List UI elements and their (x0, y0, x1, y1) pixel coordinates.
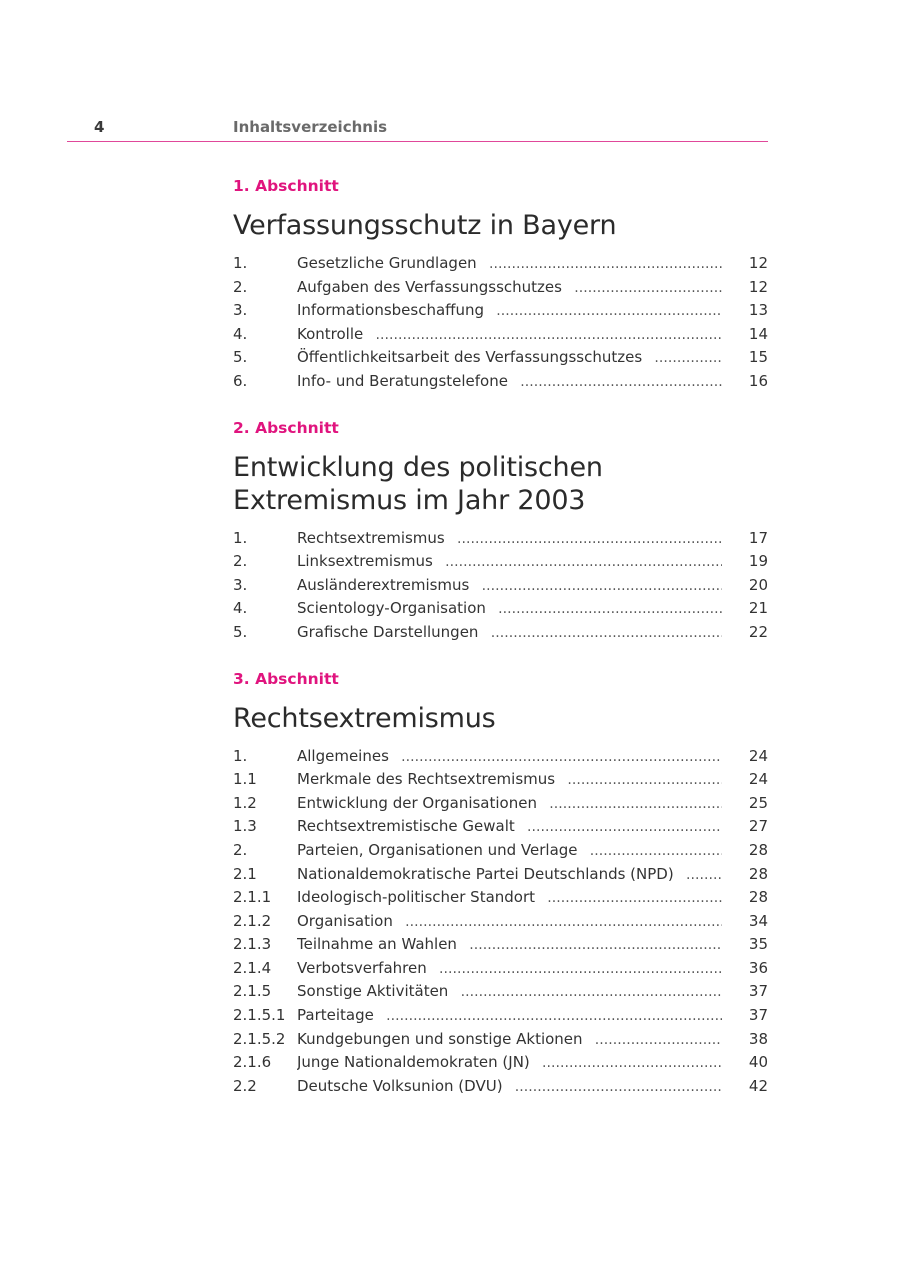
toc-entry-number: 2. (233, 840, 248, 859)
toc-entry-number: 2.2 (233, 1076, 257, 1095)
toc-entry-number: 2.1.4 (233, 958, 272, 977)
toc-entry-page: 24 (748, 770, 768, 789)
toc-entry-page: 34 (748, 911, 768, 930)
toc-entry-page: 37 (748, 1006, 768, 1025)
toc-entry-page: 20 (748, 575, 768, 594)
toc-dot-leader (297, 910, 722, 935)
toc-entry-title: Informationsbeschaffung (297, 301, 494, 319)
toc-entry[interactable] (233, 910, 768, 934)
toc-entry-page: 16 (748, 371, 768, 390)
toc-dot-leader (297, 370, 722, 395)
toc-entry-page: 21 (748, 599, 768, 618)
toc-entry-title: Allgemeines (297, 747, 399, 765)
toc-entry-title: Ideologisch-politischer Standort (297, 888, 545, 906)
toc-entry[interactable] (233, 1004, 768, 1028)
toc-entry-page: 22 (748, 622, 768, 641)
toc-entry-page: 25 (748, 793, 768, 812)
toc-entry-page: 28 (748, 864, 768, 883)
toc-dot-leader (297, 980, 722, 1005)
toc-entry-number: 1. (233, 528, 248, 547)
toc-entry-number: 2.1.6 (233, 1053, 272, 1072)
toc-entry[interactable] (233, 346, 768, 370)
toc-entry-title: Deutsche Volksunion (DVU) (297, 1077, 513, 1095)
toc-entry-page: 14 (748, 324, 768, 343)
section-label: 2. Abschnitt (233, 418, 339, 437)
toc-dot-leader (297, 886, 722, 911)
toc-entry-number: 5. (233, 622, 248, 641)
toc-entry-page: 13 (748, 301, 768, 320)
toc-dot-leader (297, 323, 722, 348)
toc-entry-number: 3. (233, 575, 248, 594)
toc-entry-title: Gesetzliche Grundlagen (297, 254, 487, 272)
toc-entry-number: 4. (233, 599, 248, 618)
toc-entry-page: 36 (748, 958, 768, 977)
toc-entry-page: 28 (748, 888, 768, 907)
toc-entry-title: Teilnahme an Wahlen (297, 935, 467, 953)
toc-entry-number: 2. (233, 277, 248, 296)
toc-entry-page: 15 (748, 348, 768, 367)
toc-entry[interactable] (233, 957, 768, 981)
toc-entry[interactable] (233, 768, 768, 792)
toc-entry-page: 40 (748, 1053, 768, 1072)
toc-section (233, 669, 768, 1099)
toc-entry-number: 1.3 (233, 817, 257, 836)
toc-entry[interactable] (233, 1051, 768, 1075)
toc-entry-number: 1.2 (233, 793, 257, 812)
toc-dot-leader (297, 933, 722, 958)
toc-entry-list (233, 527, 768, 645)
toc-entry[interactable] (233, 933, 768, 957)
toc-entry[interactable] (233, 323, 768, 347)
toc-entry-page: 27 (748, 817, 768, 836)
toc-entry[interactable] (233, 815, 768, 839)
toc-entry-title: Verbotsverfahren (297, 959, 437, 977)
toc-entry[interactable] (233, 574, 768, 598)
section-label: 1. Abschnitt (233, 177, 339, 195)
toc-entry-title: Parteien, Organisationen und Verlage (297, 841, 588, 859)
toc-entry-number: 2.1.2 (233, 911, 272, 930)
toc-entry-number: 2.1.5 (233, 982, 272, 1001)
toc-entry-title: Merkmale des Rechtsextremismus (297, 770, 565, 788)
toc-dot-leader (297, 1028, 722, 1053)
toc-entry[interactable] (233, 621, 768, 645)
toc-entry-number: 3. (233, 301, 248, 320)
toc-entry-page: 37 (748, 982, 768, 1001)
toc-entry-page: 17 (748, 528, 768, 547)
toc-entry[interactable] (233, 252, 768, 276)
toc-dot-leader (297, 527, 722, 552)
toc-dot-leader (297, 1075, 722, 1100)
toc-entry-title: Kundgebungen und sonstige Aktionen (297, 1030, 593, 1048)
toc-entry[interactable] (233, 1028, 768, 1052)
toc-entry-number: 2.1 (233, 864, 257, 883)
toc-entry-title: Info- und Beratungstelefone (297, 372, 518, 390)
toc-entry[interactable] (233, 276, 768, 300)
toc-entry-title: Grafische Darstellungen (297, 623, 488, 641)
toc-dot-leader (297, 252, 722, 277)
toc-entry[interactable] (233, 886, 768, 910)
toc-entry-title: Ausländerextremismus (297, 576, 479, 594)
toc-dot-leader (297, 574, 722, 599)
toc-entry-page: 42 (748, 1076, 768, 1095)
toc-dot-leader (297, 863, 722, 888)
header-rule (67, 141, 768, 142)
toc-entry-title: Linksextremismus (297, 552, 443, 570)
toc-entry-page: 28 (748, 840, 768, 859)
toc-dot-leader (297, 597, 722, 622)
toc-entry-title: Scientology-Organisation (297, 599, 496, 617)
toc-entry-title: Kontrolle (297, 325, 373, 343)
toc-entry-title: Rechtsextremismus (297, 529, 455, 547)
section-label: 3. Abschnitt (233, 669, 339, 688)
toc-entry[interactable] (233, 745, 768, 769)
toc-entry[interactable] (233, 839, 768, 863)
toc-entry-page: 12 (748, 254, 768, 272)
section-heading: Verfassungsschutz in Bayern (233, 210, 617, 241)
toc-dot-leader (297, 299, 722, 324)
toc-dot-leader (297, 815, 722, 840)
toc-entry-number: 1.1 (233, 770, 257, 789)
toc-entry-title: Rechtsextremistische Gewalt (297, 817, 525, 835)
toc-entry-title: Entwicklung der Organisationen (297, 794, 547, 812)
toc-entry-number: 2.1.1 (233, 888, 272, 907)
toc-dot-leader (297, 768, 722, 793)
toc-dot-leader (297, 621, 722, 646)
toc-entry[interactable] (233, 792, 768, 816)
toc-entry[interactable] (233, 550, 768, 574)
toc-entry-number: 2.1.3 (233, 935, 272, 954)
toc-dot-leader (297, 346, 722, 371)
toc-entry-page: 24 (748, 746, 768, 765)
page-number: 4 (94, 118, 105, 136)
toc-entry-title: Organisation (297, 912, 403, 930)
toc-entry[interactable] (233, 527, 768, 551)
toc-entry[interactable] (233, 1075, 768, 1099)
toc-entry[interactable] (233, 597, 768, 621)
toc-dot-leader (297, 792, 722, 817)
toc-dot-leader (297, 839, 722, 864)
toc-entry-number: 2.1.5.2 (233, 1029, 286, 1048)
toc-dot-leader (297, 550, 722, 575)
toc-entry-page: 12 (748, 277, 768, 296)
toc-entry-number: 4. (233, 324, 248, 343)
toc-entry-number: 2. (233, 552, 248, 571)
toc-entry[interactable] (233, 980, 768, 1004)
toc-dot-leader (297, 1051, 722, 1076)
toc-entry-title: Parteitage (297, 1006, 384, 1024)
toc-entry-number: 2.1.5.1 (233, 1006, 286, 1025)
toc-dot-leader (297, 745, 722, 770)
table-of-contents (233, 176, 768, 1098)
toc-entry-page: 38 (748, 1029, 768, 1048)
toc-section (233, 176, 768, 394)
toc-dot-leader (297, 957, 722, 982)
running-header-title: Inhaltsverzeichnis (233, 118, 388, 136)
toc-entry-number: 1. (233, 746, 248, 765)
toc-entry-list (233, 745, 768, 1099)
toc-entry-title: Nationaldemokratische Partei Deutschlands (NPD) (297, 865, 684, 883)
toc-section (233, 418, 768, 645)
toc-entry-number: 5. (233, 348, 248, 367)
toc-entry-number: 6. (233, 371, 248, 390)
toc-entry-page: 19 (748, 552, 768, 571)
toc-entry-title: Sonstige Aktivitäten (297, 982, 458, 1000)
toc-entry-title: Aufgaben des Verfassungsschutzes (297, 278, 572, 296)
toc-entry[interactable] (233, 863, 768, 887)
toc-dot-leader (297, 1004, 722, 1029)
toc-entry-number: 1. (233, 254, 248, 272)
section-heading: Entwicklung des politischen Extremismus im Jahr 2003 (233, 451, 603, 516)
toc-entry-title: Öffentlichkeitsarbeit des Verfassungsschutzes (297, 348, 652, 366)
toc-entry[interactable] (233, 299, 768, 323)
section-heading: Rechtsextremismus (233, 702, 496, 734)
toc-dot-leader (297, 276, 722, 301)
toc-entry-page: 35 (748, 935, 768, 954)
toc-entry-title: Junge Nationaldemokraten (JN) (297, 1053, 540, 1071)
toc-entry[interactable] (233, 370, 768, 394)
toc-entry-list (233, 252, 768, 394)
